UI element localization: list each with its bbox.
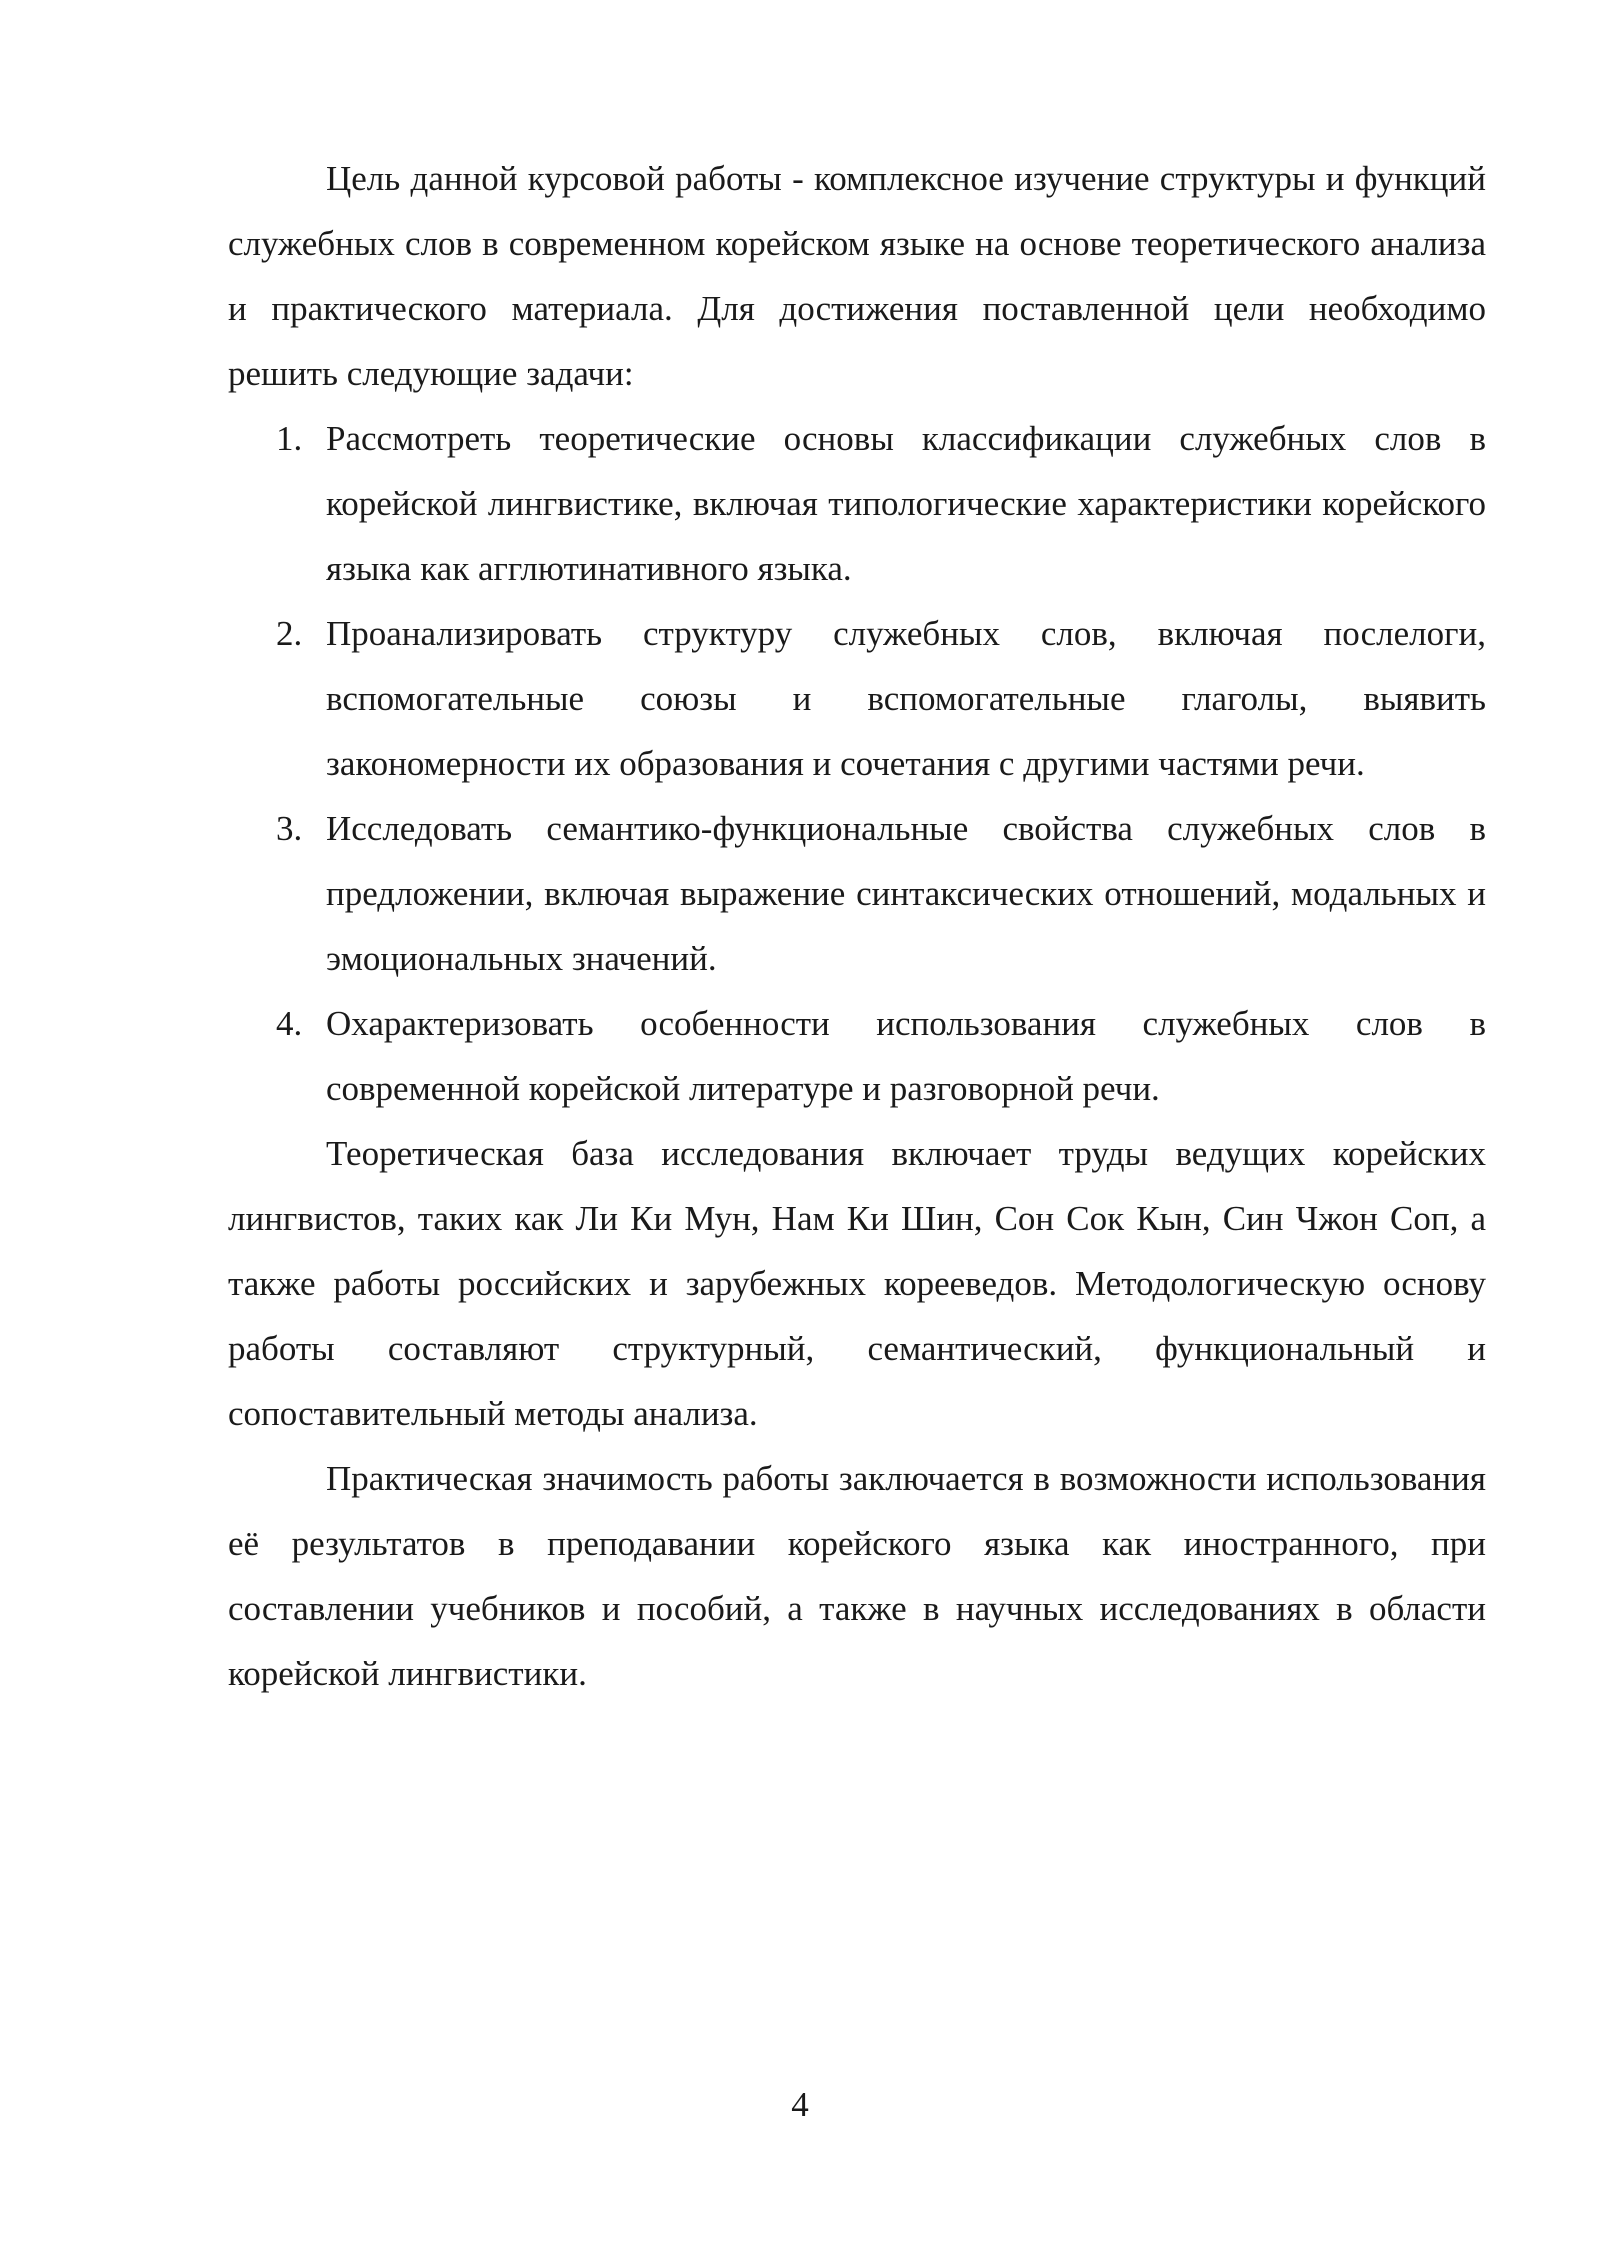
list-item <box>228 601 1486 796</box>
practical-paragraph: Практическая значимость работы заключается в возможности использования её результатов в преподавании корейского языка как иностранного, при составлении учебников и пособий, а также в научных исследованиях в области корейской лингвистики. <box>228 1459 1486 1693</box>
tasks-list <box>228 406 1486 1121</box>
list-item <box>228 796 1486 991</box>
list-item <box>228 991 1486 1121</box>
page-number: 4 <box>791 2085 809 2124</box>
list-item-text: Исследовать семантико-функциональные свойства служебных слов в предложении, включая выражение синтаксических отношений, модальных и эмоциональных значений. <box>326 809 1486 978</box>
list-item-number: 1. <box>276 419 303 458</box>
list-item-number: 2. <box>276 614 303 653</box>
list-item-text: Охарактеризовать особенности использования служебных слов в современной корейской литературе и разговорной речи. <box>326 1004 1486 1108</box>
page-body <box>228 146 1486 1706</box>
theory-paragraph: Теоретическая база исследования включает труды ведущих корейских лингвистов, таких как Ли Ки Мун, Нам Ки Шин, Сон Сок Кын, Син Чжон Соп, а также работы российских и зарубежных корееведов. Методологическую основу работы составляют структурный, семантический, функциональный и сопоставительный методы анализа. <box>228 1134 1486 1433</box>
list-item <box>228 406 1486 601</box>
list-item-text: Проанализировать структуру служебных слов, включая послелоги, вспомогательные союзы и вспомогательные глаголы, выявить закономерности их образования и сочетания с другими частями речи. <box>326 614 1486 783</box>
list-item-text: Рассмотреть теоретические основы классификации служебных слов в корейской лингвистике, включая типологические характеристики корейского языка как агглютинативного языка. <box>326 419 1486 588</box>
intro-paragraph: Цель данной курсовой работы - комплексное изучение структуры и функций служебных слов в современном корейском языке на основе теоретического анализа и практического материала. Для достижения поставленной цели необходимо решить следующие задачи: <box>228 159 1486 393</box>
list-item-number: 4. <box>276 1004 303 1043</box>
list-item-number: 3. <box>276 809 303 848</box>
